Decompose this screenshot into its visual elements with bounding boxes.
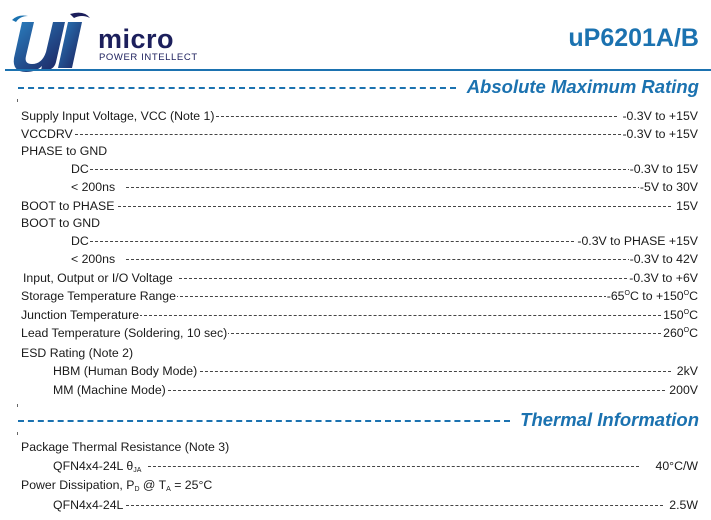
- spec-row: [0, 497, 711, 514]
- part-number: uP6201A/B: [568, 24, 699, 52]
- spec-label: DC: [71, 162, 89, 176]
- logo-wordmark: micro: [98, 24, 175, 54]
- spec-label: QFN4x4-24L: [53, 498, 124, 512]
- spec-label: Junction Temperature: [21, 308, 140, 322]
- spec-label: < 200ns: [71, 252, 116, 266]
- spec-value: -0.3V to 15V: [629, 162, 698, 176]
- spec-value: -5V to 30V: [639, 180, 698, 194]
- spec-value: -0.3V to PHASE +15V: [577, 234, 698, 248]
- spec-row: [0, 325, 711, 342]
- section-tick: [17, 404, 18, 407]
- spec-value: -0.3V to +15V: [622, 127, 698, 141]
- spec-label: VCCDRV: [21, 127, 73, 141]
- section-divider: [18, 87, 456, 89]
- spec-row: [0, 288, 711, 305]
- header-rule: [5, 69, 711, 71]
- spec-value: $-65^OC$ to $+150^OC$: [606, 289, 698, 303]
- section-title-thermal-information: Thermal Information: [520, 409, 699, 430]
- spec-label: Supply Input Voltage, VCC (Note 1): [21, 109, 215, 123]
- spec-row: [0, 251, 711, 268]
- spec-value: -0.3V to +15V: [622, 109, 698, 123]
- spec-row: [0, 270, 711, 287]
- spec-row: [0, 233, 711, 250]
- spec-label: ESD Rating (Note 2): [21, 346, 134, 360]
- spec-value: 40°C/W: [655, 459, 698, 473]
- upi-logo-icon: [8, 12, 92, 72]
- spec-label: < 200ns: [71, 180, 116, 194]
- spec-row: [0, 363, 711, 380]
- section-title-absolute-maximum-rating: Absolute Maximum Rating: [466, 76, 699, 97]
- spec-value: 15V: [676, 199, 698, 213]
- spec-label: HBM (Human Body Mode): [53, 364, 198, 378]
- section-tick: [17, 432, 18, 435]
- spec-value: $150^OC$: [663, 308, 698, 322]
- spec-row: [0, 126, 711, 143]
- spec-label: BOOT to GND: [21, 216, 101, 230]
- spec-label: MM (Machine Mode): [53, 383, 166, 397]
- section-tick: [17, 99, 18, 102]
- logo-tagline: POWER INTELLECT: [99, 52, 198, 63]
- spec-row: [0, 161, 711, 178]
- spec-value: 2.5W: [669, 498, 698, 512]
- spec-row: [0, 382, 711, 399]
- spec-row: [0, 307, 711, 324]
- spec-value: 2kV: [676, 364, 698, 378]
- spec-label: Power Dissipation, $P_D$ @ $T_A = 25^\circ C$: [21, 478, 213, 493]
- spec-label: Input, Output or I/O Voltage: [23, 271, 173, 285]
- spec-value: -0.3V to 42V: [629, 252, 698, 266]
- spec-row: [0, 458, 711, 475]
- spec-label: PHASE to GND: [21, 144, 108, 158]
- spec-row: [0, 215, 711, 232]
- spec-label: Storage Temperature Range: [21, 289, 176, 303]
- spec-label: DC: [71, 234, 89, 248]
- spec-row: [0, 477, 711, 494]
- spec-label: QFN4x4-24L $\theta_{JA}$: [53, 459, 142, 474]
- spec-value: 200V: [669, 383, 698, 397]
- spec-row: [0, 345, 711, 362]
- spec-row: [0, 439, 711, 456]
- spec-row: [0, 198, 711, 215]
- spec-row: [0, 179, 711, 196]
- spec-label: Lead Temperature (Soldering, 10 sec): [21, 326, 228, 340]
- spec-label: Package Thermal Resistance (Note 3): [21, 440, 230, 454]
- spec-label: BOOT to PHASE: [21, 199, 115, 213]
- spec-row: [0, 108, 711, 125]
- spec-value: -0.3V to +6V: [629, 271, 698, 285]
- company-logo: [8, 12, 228, 72]
- spec-row: [0, 143, 711, 160]
- section-divider: [18, 420, 510, 422]
- spec-value: $260^OC$: [663, 326, 698, 340]
